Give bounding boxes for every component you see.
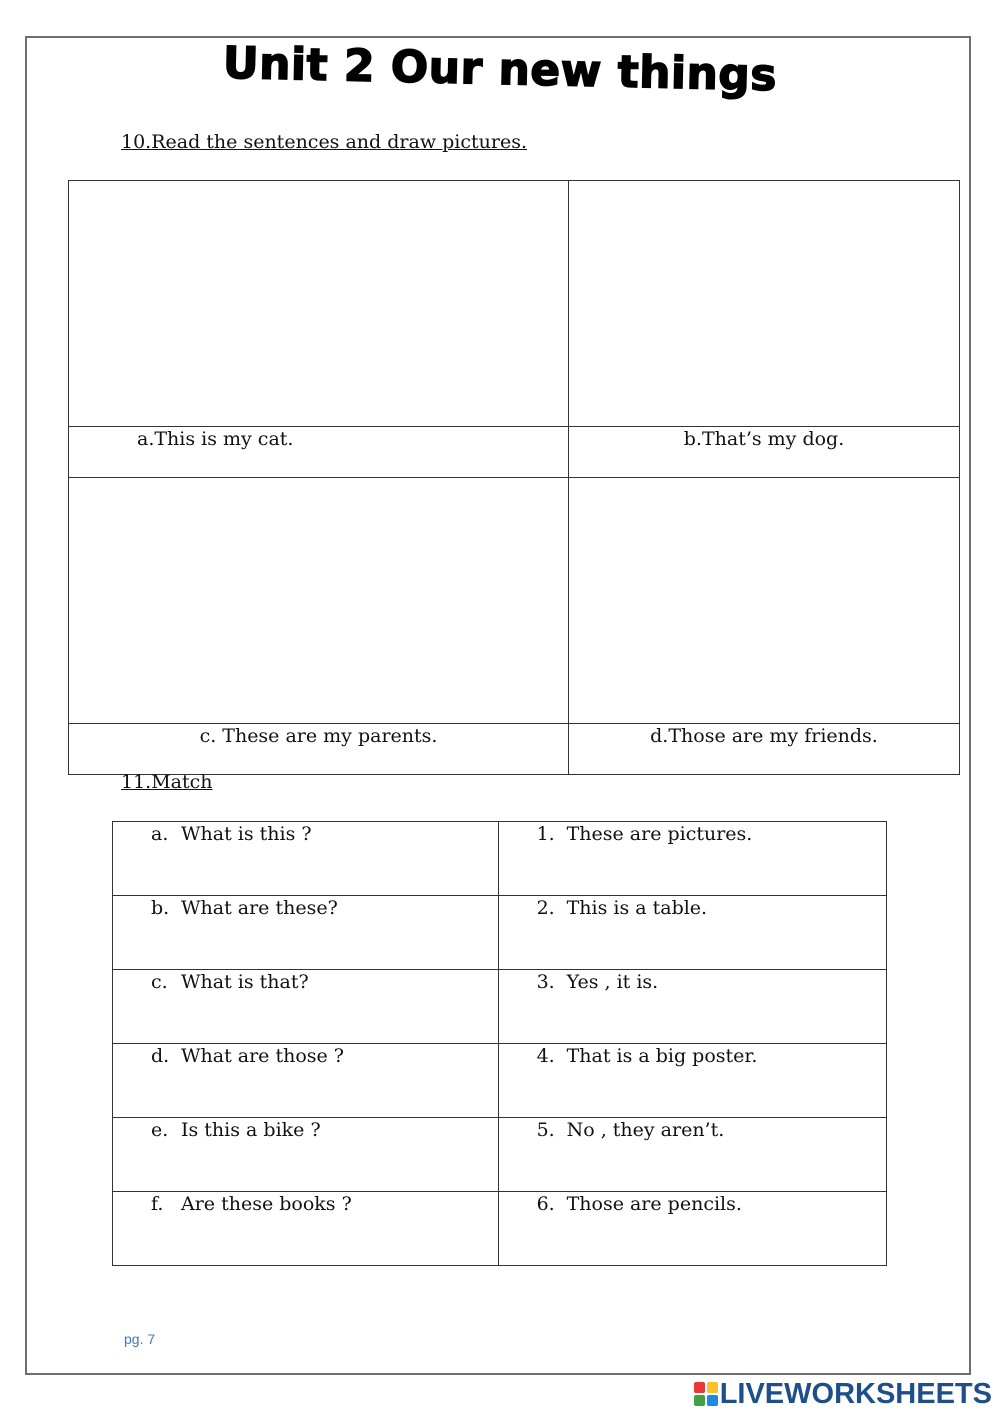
answer-marker: 1.: [536, 823, 555, 845]
drawing-box-b[interactable]: [569, 181, 960, 427]
question-cell[interactable]: [113, 1118, 499, 1192]
liveworksheets-icon: [694, 1382, 718, 1406]
answer-marker: 6.: [536, 1193, 555, 1215]
caption-b: b.That’s my dog.: [569, 427, 960, 478]
question-text: Are these books ?: [181, 1193, 352, 1215]
question-cell[interactable]: [113, 1044, 499, 1118]
question-marker: a.: [151, 823, 169, 845]
answer-text: That is a big poster.: [566, 1045, 758, 1067]
answer-cell[interactable]: [498, 1192, 886, 1266]
caption-c: c. These are my parents.: [69, 724, 569, 775]
question-cell[interactable]: [113, 1192, 499, 1266]
drawing-box-a[interactable]: [69, 181, 569, 427]
answer-text: These are pictures.: [566, 823, 753, 845]
answer-text: Yes , it is.: [566, 971, 659, 993]
question-marker: c.: [151, 971, 168, 993]
question-text: What are those ?: [181, 1045, 344, 1067]
answer-cell[interactable]: [498, 822, 886, 896]
question-text: What is this ?: [181, 823, 312, 845]
answer-cell[interactable]: [498, 970, 886, 1044]
question-marker: f.: [151, 1193, 164, 1215]
match-table: [112, 821, 887, 1266]
answer-text: Those are pencils.: [566, 1193, 742, 1215]
question-marker: e.: [151, 1119, 169, 1141]
brand-name: LIVEWORKSHEETS: [719, 1377, 992, 1410]
liveworksheets-logo[interactable]: [694, 1378, 992, 1410]
answer-marker: 5.: [536, 1119, 555, 1141]
exercise-10-heading: 10.Read the sentences and draw pictures.: [121, 131, 527, 153]
exercise-11-heading: 11.Match: [121, 771, 213, 793]
match-row: [113, 1118, 887, 1192]
answer-marker: 3.: [536, 971, 555, 993]
match-row: [113, 1044, 887, 1118]
caption-d: d.Those are my friends.: [569, 724, 960, 775]
answer-cell[interactable]: [498, 1118, 886, 1192]
answer-cell[interactable]: [498, 896, 886, 970]
answer-marker: 4.: [536, 1045, 555, 1067]
caption-a: a.This is my cat.: [69, 427, 569, 478]
question-text: What are these?: [181, 897, 338, 919]
answer-cell[interactable]: [498, 1044, 886, 1118]
answer-text: This is a table.: [566, 897, 708, 919]
question-text: What is that?: [181, 971, 309, 993]
drawing-box-d[interactable]: [569, 478, 960, 724]
question-marker: b.: [151, 897, 170, 919]
question-cell[interactable]: [113, 896, 499, 970]
match-row: [113, 970, 887, 1044]
question-text: Is this a bike ?: [181, 1119, 321, 1141]
match-row: [113, 822, 887, 896]
answer-marker: 2.: [536, 897, 555, 919]
page-number: pg. 7: [124, 1331, 156, 1347]
answer-text: No , they aren’t.: [566, 1119, 725, 1141]
worksheet-title: Unit 2 Our new things: [222, 37, 778, 102]
question-cell[interactable]: [113, 822, 499, 896]
match-row: [113, 1192, 887, 1266]
match-row: [113, 896, 887, 970]
question-marker: d.: [151, 1045, 170, 1067]
drawing-box-c[interactable]: [69, 478, 569, 724]
question-cell[interactable]: [113, 970, 499, 1044]
drawing-table: [68, 180, 960, 775]
